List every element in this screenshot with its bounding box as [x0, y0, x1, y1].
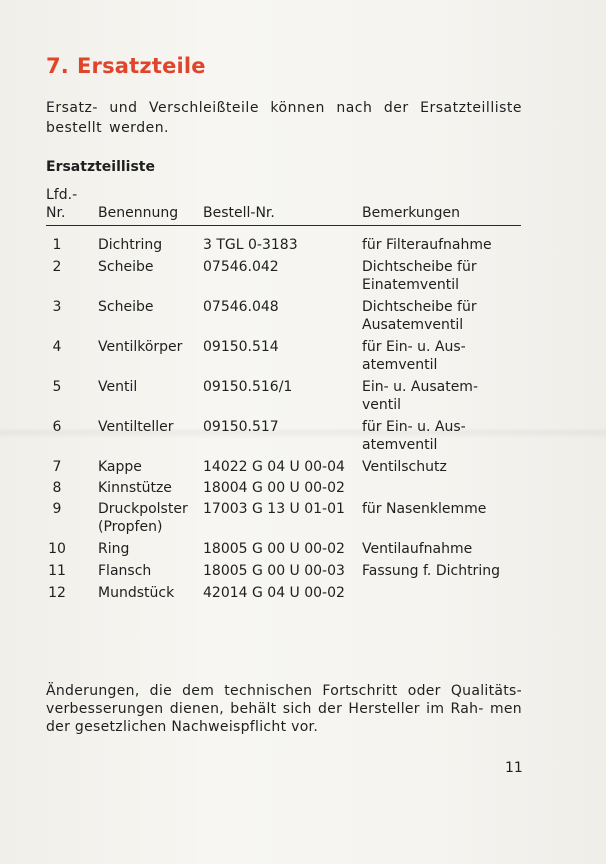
row-name: Scheibe: [98, 299, 154, 315]
table-row: [0, 338, 606, 378]
row-remarks: Ein- u. Ausatem- ventil: [362, 379, 478, 413]
table-row: [0, 236, 606, 258]
table-row: [0, 378, 606, 418]
row-number: 6: [52, 419, 62, 435]
row-article: 14022 G 04 U 00-04: [203, 459, 345, 475]
row-number: 7: [52, 459, 62, 475]
row-name: Druckpolster (Propfen): [98, 501, 188, 535]
row-remarks: für Ein- u. Aus- atemventil: [362, 339, 466, 373]
row-remarks: Fassung f. Dichtring: [362, 563, 500, 579]
section-number: 7.: [46, 54, 69, 78]
row-article: 09150.517: [203, 419, 279, 435]
row-remarks: für Ein- u. Aus- atemventil: [362, 419, 466, 453]
row-number: 5: [52, 379, 62, 395]
header-rule: [46, 225, 521, 226]
row-article: 18005 G 00 U 00-03: [203, 563, 345, 579]
page-number: 11: [505, 760, 523, 776]
row-article: 3 TGL 0-3183: [203, 237, 298, 253]
row-number: 10: [48, 541, 66, 557]
table-row: [0, 258, 606, 298]
table-row: [0, 562, 606, 584]
row-article: 18005 G 00 U 00-02: [203, 541, 345, 557]
row-article: 09150.516/1: [203, 379, 293, 395]
row-number: 4: [52, 339, 62, 355]
row-name: Ventil: [98, 379, 138, 395]
row-article: 17003 G 13 U 01-01: [203, 501, 345, 517]
section-title: Ersatzteile: [77, 54, 206, 78]
row-number: 3: [52, 299, 62, 315]
row-article: 42014 G 04 U 00-02: [203, 585, 345, 601]
row-name: Scheibe: [98, 259, 154, 275]
header-no-line2: Nr.: [46, 205, 66, 221]
row-name: Dichtring: [98, 237, 163, 253]
row-name: Kinnstütze: [98, 480, 172, 496]
row-remarks: Dichtscheibe für Ausatemventil: [362, 299, 477, 333]
intro-paragraph: Ersatz- und Verschleißteile können nach der Ersatzteilliste bestellt werden.: [46, 100, 522, 136]
footer-note: Änderungen, die dem technischen Fortschritt oder Qualitäts- verbesserungen dienen, behält sich der Hersteller im Rah- men der gesetzlichen Nachweispflicht vor.: [46, 683, 522, 735]
header-remarks: Bemerkungen: [362, 205, 461, 221]
row-article: 07546.048: [203, 299, 279, 315]
header-article: Bestell-Nr.: [203, 205, 275, 221]
row-remarks: Ventilaufnahme: [362, 541, 473, 557]
header-name: Benennung: [98, 205, 179, 221]
row-number: 11: [48, 563, 66, 579]
table-row: [0, 458, 606, 479]
table-row: [0, 584, 606, 606]
row-article: 07546.042: [203, 259, 279, 275]
row-name: Flansch: [98, 563, 152, 579]
row-name: Ventilteller: [98, 419, 174, 435]
row-name: Ventilkörper: [98, 339, 183, 355]
table-row: [0, 418, 606, 458]
parts-list-title: Ersatzteilliste: [46, 159, 155, 175]
row-name: Kappe: [98, 459, 142, 475]
row-number: 9: [52, 501, 62, 517]
table-row: [0, 479, 606, 500]
row-number: 2: [52, 259, 62, 275]
section-heading: [46, 54, 206, 78]
row-remarks: Dichtscheibe für Einatemventil: [362, 259, 477, 293]
row-remarks: Ventilschutz: [362, 459, 447, 475]
row-name: Mundstück: [98, 585, 175, 601]
row-article: 18004 G 00 U 00-02: [203, 480, 345, 496]
row-name: Ring: [98, 541, 130, 557]
row-number: 8: [52, 480, 62, 496]
header-no-line1: Lfd.-: [46, 187, 78, 203]
parts-table: [0, 236, 606, 606]
row-remarks: für Filteraufnahme: [362, 237, 492, 253]
row-article: 09150.514: [203, 339, 279, 355]
table-row: [0, 298, 606, 338]
row-remarks: für Nasenklemme: [362, 501, 487, 517]
table-row: [0, 500, 606, 540]
row-number: 12: [48, 585, 66, 601]
header-no: [46, 186, 77, 222]
row-number: 1: [52, 237, 62, 253]
table-row: [0, 540, 606, 562]
